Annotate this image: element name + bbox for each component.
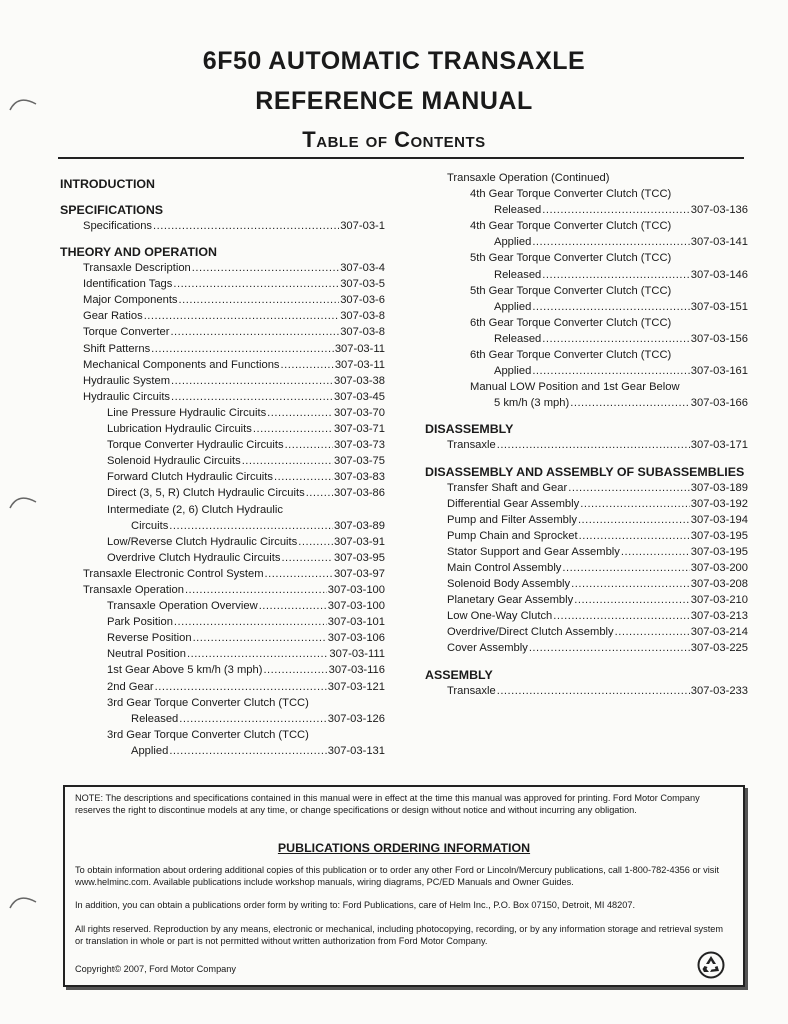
- toc-entry: [425, 202, 748, 218]
- toc-entry-page: 307-03-126: [327, 712, 385, 725]
- punch-hole-mark-top: [6, 92, 40, 114]
- toc-entry: [425, 640, 748, 656]
- toc-entry-label: Transaxle: [447, 684, 496, 697]
- toc-leader-dots: [580, 496, 690, 512]
- toc-entry-label: Transfer Shaft and Gear: [447, 481, 568, 494]
- toc-entry-label: Transaxle: [447, 439, 496, 452]
- toc-entry-page: 307-03-8: [340, 326, 385, 339]
- toc-entry-page: 307-03-213: [690, 610, 748, 623]
- toc-entry-label: Specifications: [83, 220, 153, 232]
- toc-entry-page: 307-03-97: [333, 567, 385, 580]
- toc-entry-label: Direct (3, 5, R) Clutch Hydraulic Circuits: [107, 487, 305, 500]
- toc-leader-dots: [532, 234, 689, 250]
- toc-entry-page: 307-03-86: [333, 487, 385, 500]
- toc-entry: [425, 608, 748, 624]
- toc-entry-label: Pump Chain and Sprocket: [447, 529, 578, 542]
- toc-entry: [425, 683, 748, 699]
- toc-entry: [60, 485, 385, 501]
- toc-entry-label: Applied: [494, 365, 532, 378]
- toc-entry-page: 307-03-70: [333, 406, 385, 419]
- toc-entry: [60, 598, 385, 614]
- toc-entry-page: 307-03-192: [690, 497, 748, 510]
- toc-leader-dots: [542, 202, 689, 218]
- toc-entry: [60, 260, 385, 276]
- toc-leader-dots: [568, 480, 690, 496]
- rights-paragraph: All rights reserved. Reproduction by any means, electronic or mechanical, including photocopying, recording, or by any information storage and retrieval system or translation in whole or part is not permitted without written authorization from Ford Motor Company.: [75, 924, 724, 946]
- toc-section-heading: ASSEMBLY: [425, 667, 493, 682]
- toc-entry-page: 307-03-1: [340, 220, 385, 232]
- toc-entry: [60, 469, 385, 485]
- toc-leader-dots: [242, 453, 333, 469]
- toc-entry: [425, 544, 748, 560]
- copyright-text: Copyright© 2007, Ford Motor Company: [75, 964, 236, 974]
- toc-entry-page: 307-03-71: [333, 423, 385, 436]
- toc-leader-dots: [621, 544, 690, 560]
- toc-entry: [425, 395, 748, 411]
- notice-box: [63, 785, 745, 987]
- toc-entry-continued-label: 3rd Gear Torque Converter Clutch (TCC): [107, 696, 309, 709]
- toc-entry-page: 307-03-151: [690, 300, 748, 313]
- toc-entry-label: Stator Support and Gear Assembly: [447, 545, 620, 558]
- toc-entry: [60, 646, 385, 662]
- toc-entry-label: 2nd Gear: [107, 680, 154, 693]
- toc-leader-dots: [298, 534, 333, 550]
- toc-entry: [60, 218, 385, 234]
- toc-leader-dots: [171, 389, 333, 405]
- toc-entry-page: 307-03-95: [333, 551, 385, 564]
- toc-entry-page: 307-03-194: [690, 513, 748, 526]
- toc-entry-continued-label: Intermediate (2, 6) Clutch Hydraulic: [107, 503, 283, 516]
- toc-entry-page: 307-03-225: [690, 642, 748, 655]
- toc-entry-page: 307-03-156: [690, 332, 748, 345]
- toc-leader-dots: [155, 679, 327, 695]
- toc-entry: [425, 331, 748, 347]
- toc-entry-label: Transaxle Operation Overview: [107, 600, 258, 613]
- toc-entry-label: Differential Gear Assembly: [447, 497, 580, 510]
- toc-leader-dots: [532, 299, 689, 315]
- toc-entry-label: Released: [494, 204, 542, 217]
- toc-entry-label: Solenoid Hydraulic Circuits: [107, 455, 241, 468]
- punch-hole-mark-middle: [6, 490, 40, 512]
- toc-entry-label: Hydraulic Circuits: [83, 390, 171, 403]
- toc-entry-page: 307-03-11: [334, 342, 385, 355]
- toc-leader-dots: [615, 624, 690, 640]
- toc-entry-continued-label: 3rd Gear Torque Converter Clutch (TCC): [107, 728, 309, 741]
- toc-entry: [425, 267, 748, 283]
- header-rule: [58, 157, 744, 159]
- note-paragraph: NOTE: The descriptions and specifications contained in this manual were in effect at the time this manual was approved for printing. Ford Motor Company reserves the right to discontinue models at any time, or change specifications or design without notice and without incurring any obligation.: [75, 793, 700, 815]
- toc-leader-dots: [553, 608, 689, 624]
- toc-leader-dots: [579, 528, 690, 544]
- toc-leader-dots: [153, 218, 339, 234]
- toc-entry-page: 307-03-89: [333, 519, 385, 532]
- toc-entry-label: Park Position: [107, 616, 173, 629]
- toc-entry-label: Applied: [494, 300, 532, 313]
- toc-entry-page: 307-03-214: [690, 626, 748, 639]
- toc-entry-label: Torque Converter: [83, 326, 170, 339]
- toc-entry-page: 307-03-8: [340, 310, 385, 323]
- manual-title: 6F50 AUTOMATIC TRANSAXLE: [202, 47, 586, 75]
- toc-entry-continued-label: 6th Gear Torque Converter Clutch (TCC): [470, 316, 672, 329]
- toc-entry-label: Lubrication Hydraulic Circuits: [107, 423, 252, 436]
- toc-entry: [425, 592, 748, 608]
- toc-entry: [60, 292, 385, 308]
- toc-entry-continued-label: Transaxle Operation (Continued): [447, 172, 610, 184]
- toc-entry-label: Hydraulic System: [83, 374, 171, 387]
- toc-entry: [425, 299, 748, 315]
- toc-entry: [60, 518, 385, 534]
- toc-entry-page: 307-03-91: [333, 535, 385, 548]
- publications-heading: PUBLICATIONS ORDERING INFORMATION: [277, 841, 531, 855]
- toc-entry-page: 307-03-100: [327, 583, 385, 596]
- toc-leader-dots: [151, 341, 334, 357]
- toc-entry-label: Overdrive Clutch Hydraulic Circuits: [107, 551, 281, 564]
- toc-entry: [60, 437, 385, 453]
- toc-entry-label: Main Control Assembly: [447, 561, 562, 574]
- toc-entry-page: 307-03-136: [690, 204, 748, 217]
- toc-leader-dots: [173, 276, 339, 292]
- toc-entry-label: Shift Patterns: [83, 342, 151, 355]
- toc-entry-label: Gear Ratios: [83, 310, 143, 323]
- toc-entry: [60, 453, 385, 469]
- toc-entry-page: 307-03-195: [690, 545, 748, 558]
- toc-entry: [60, 550, 385, 566]
- toc-entry: [60, 662, 385, 678]
- toc-entry-label: Torque Converter Hydraulic Circuits: [107, 439, 284, 452]
- toc-leader-dots: [542, 267, 689, 283]
- toc-entry-page: 307-03-100: [327, 600, 385, 613]
- toc-leader-dots: [529, 640, 690, 656]
- toc-entry-continued-label: 6th Gear Torque Converter Clutch (TCC): [470, 349, 672, 362]
- toc-section-heading: DISASSEMBLY AND ASSEMBLY OF SUBASSEMBLIES: [425, 464, 745, 479]
- toc-entry-label: Mechanical Components and Functions: [83, 358, 280, 371]
- toc-leader-dots: [562, 560, 689, 576]
- toc-entry-label: Low/Reverse Clutch Hydraulic Circuits: [107, 535, 298, 548]
- toc-entry-page: 307-03-121: [327, 680, 385, 693]
- toc-entry: [60, 711, 385, 727]
- toc-leader-dots: [285, 437, 333, 453]
- toc-entry-label: Line Pressure Hydraulic Circuits: [107, 406, 267, 419]
- toc-entry: [425, 624, 748, 640]
- toc-entry: [60, 308, 385, 324]
- toc-entry-label: 1st Gear Above 5 km/h (3 mph): [107, 664, 263, 677]
- toc-leader-dots: [179, 711, 326, 727]
- toc-entry-label: Identification Tags: [83, 278, 173, 291]
- toc-entry: [60, 341, 385, 357]
- toc-entry-label: Major Components: [83, 294, 178, 307]
- toc-entry-page: 307-03-141: [690, 236, 748, 249]
- toc-entry: [60, 405, 385, 421]
- toc-left-column: [60, 170, 385, 759]
- toc-entry: [425, 576, 748, 592]
- toc-entry-page: 307-03-233: [690, 684, 748, 697]
- toc-leader-dots: [497, 683, 690, 699]
- toc-entry-page: 307-03-45: [333, 390, 385, 403]
- toc-entry: [60, 389, 385, 405]
- toc-entry-label: Overdrive/Direct Clutch Assembly: [447, 626, 614, 639]
- toc-leader-dots: [174, 614, 327, 630]
- toc-entry-page: 307-03-171: [690, 439, 748, 452]
- toc-entry-label: Solenoid Body Assembly: [447, 578, 571, 591]
- toc-entry: [60, 679, 385, 695]
- toc-entry-label: Applied: [131, 744, 169, 757]
- toc-entry: [425, 496, 748, 512]
- toc-leader-dots: [274, 469, 333, 485]
- toc-entry-label: Low One-Way Clutch: [447, 610, 553, 623]
- toc-entry-page: 307-03-106: [327, 632, 385, 645]
- toc-leader-dots: [571, 576, 690, 592]
- toc-leader-dots: [169, 743, 326, 759]
- toc-entry-label: Planetary Gear Assembly: [447, 594, 574, 607]
- toc-entry: [425, 234, 748, 250]
- toc-leader-dots: [192, 260, 339, 276]
- toc-section-heading: DISASSEMBLY: [425, 422, 514, 437]
- toc-entry: [425, 528, 748, 544]
- toc-leader-dots: [170, 324, 339, 340]
- toc-entry-page: 307-03-101: [327, 616, 385, 629]
- toc-section-heading: INTRODUCTION: [60, 177, 155, 191]
- toc-entry-page: 307-03-166: [690, 397, 748, 410]
- toc-entry-page: 307-03-131: [327, 744, 385, 757]
- toc-entry: [60, 630, 385, 646]
- toc-entry-page: 307-03-161: [690, 365, 748, 378]
- publications-paragraph: To obtain information about ordering additional copies of this publication or to order any other Ford or Lincoln/Mercury publications, call 1-800-782-4356 or visit www.helminc.com. Available publications include workshop manuals, wiring diagrams, PC/ED Manuals and Owner Guides.: [75, 865, 719, 887]
- toc-entry-label: Reverse Position: [107, 632, 192, 645]
- toc-entry-page: 307-03-4: [340, 262, 385, 275]
- toc-leader-dots: [259, 598, 327, 614]
- toc-leader-dots: [169, 518, 333, 534]
- toc-leader-dots: [574, 592, 690, 608]
- toc-entry: [425, 363, 748, 379]
- toc-entry-page: 307-03-208: [690, 578, 748, 591]
- toc-leader-dots: [193, 630, 327, 646]
- toc-right-column: [425, 170, 748, 699]
- toc-heading: Table of Contents: [302, 127, 486, 152]
- toc-entry-label: Circuits: [131, 519, 169, 532]
- toc-entry-page: 307-03-146: [690, 268, 748, 281]
- toc-entry: [60, 614, 385, 630]
- toc-leader-dots: [267, 405, 333, 421]
- toc-entry: [425, 512, 748, 528]
- toc-entry-label: Forward Clutch Hydraulic Circuits: [107, 471, 273, 484]
- toc-entry: [60, 582, 385, 598]
- toc-entry-label: Neutral Position: [107, 648, 186, 661]
- toc-leader-dots: [144, 308, 340, 324]
- toc-entry-page: 307-03-5: [340, 278, 385, 291]
- toc-entry: [60, 566, 385, 582]
- toc-entry-page: 307-03-11: [334, 358, 385, 371]
- toc-entry-label: Transaxle Electronic Control System: [83, 567, 264, 580]
- toc-leader-dots: [306, 485, 333, 501]
- toc-entry-continued-label: 4th Gear Torque Converter Clutch (TCC): [470, 188, 672, 201]
- toc-entry: [425, 437, 748, 453]
- toc-leader-dots: [171, 373, 333, 389]
- toc-leader-dots: [532, 363, 689, 379]
- toc-section-heading: THEORY AND OPERATION: [60, 245, 217, 260]
- toc-entry: [60, 276, 385, 292]
- toc-entry-page: 307-03-200: [690, 561, 748, 574]
- toc-entry-label: Released: [494, 332, 542, 345]
- manual-subtitle: REFERENCE MANUAL: [255, 87, 533, 115]
- toc-leader-dots: [187, 646, 328, 662]
- toc-entry-continued-label: Manual LOW Position and 1st Gear Below: [470, 381, 680, 394]
- toc-entry: [60, 421, 385, 437]
- toc-leader-dots: [570, 395, 690, 411]
- toc-entry: [60, 534, 385, 550]
- punch-hole-mark-bottom: [6, 890, 40, 912]
- toc-entry-label: Transaxle Description: [83, 262, 191, 275]
- toc-entry-continued-label: 5th Gear Torque Converter Clutch (TCC): [470, 284, 672, 297]
- toc-entry-label: Pump and Filter Assembly: [447, 513, 577, 526]
- toc-entry-label: Cover Assembly: [447, 642, 528, 655]
- toc-leader-dots: [497, 437, 690, 453]
- toc-entry-label: Released: [494, 268, 542, 281]
- toc-leader-dots: [185, 582, 327, 598]
- toc-leader-dots: [179, 292, 340, 308]
- toc-leader-dots: [263, 662, 327, 678]
- toc-entry: [60, 373, 385, 389]
- toc-entry-page: 307-03-38: [333, 374, 385, 387]
- toc-entry-page: 307-03-75: [333, 455, 385, 468]
- toc-entry: [60, 357, 385, 373]
- toc-entry-label: 5 km/h (3 mph): [494, 397, 570, 410]
- toc-entry: [425, 480, 748, 496]
- toc-entry-continued-label: 5th Gear Torque Converter Clutch (TCC): [470, 252, 672, 265]
- toc-entry-page: 307-03-116: [328, 664, 385, 677]
- recycle-icon: [697, 951, 725, 979]
- toc-entry-page: 307-03-83: [333, 471, 385, 484]
- toc-entry-label: Transaxle Operation: [83, 583, 184, 596]
- order-form-paragraph: In addition, you can obtain a publications order form by writing to: Ford Publications, care of Helm Inc., P.O. Box 07150, Detroit, MI 48207.: [75, 900, 636, 910]
- toc-entry-page: 307-03-195: [690, 529, 748, 542]
- toc-entry-page: 307-03-73: [333, 439, 385, 452]
- toc-leader-dots: [281, 357, 334, 373]
- toc-entry-page: 307-03-111: [329, 648, 385, 661]
- toc-entry-label: Released: [131, 712, 179, 725]
- toc-leader-dots: [253, 421, 333, 437]
- toc-entry-continued-label: 4th Gear Torque Converter Clutch (TCC): [470, 220, 672, 233]
- toc-leader-dots: [281, 550, 333, 566]
- toc-entry: [60, 324, 385, 340]
- toc-entry: [425, 560, 748, 576]
- toc-entry-page: 307-03-189: [690, 481, 748, 494]
- toc-entry-label: Applied: [494, 236, 532, 249]
- toc-leader-dots: [542, 331, 689, 347]
- toc-entry-page: 307-03-6: [340, 294, 385, 307]
- toc-leader-dots: [265, 566, 333, 582]
- toc-entry: [60, 743, 385, 759]
- toc-leader-dots: [578, 512, 690, 528]
- toc-section-heading: SPECIFICATIONS: [60, 203, 164, 217]
- toc-entry-page: 307-03-210: [690, 594, 748, 607]
